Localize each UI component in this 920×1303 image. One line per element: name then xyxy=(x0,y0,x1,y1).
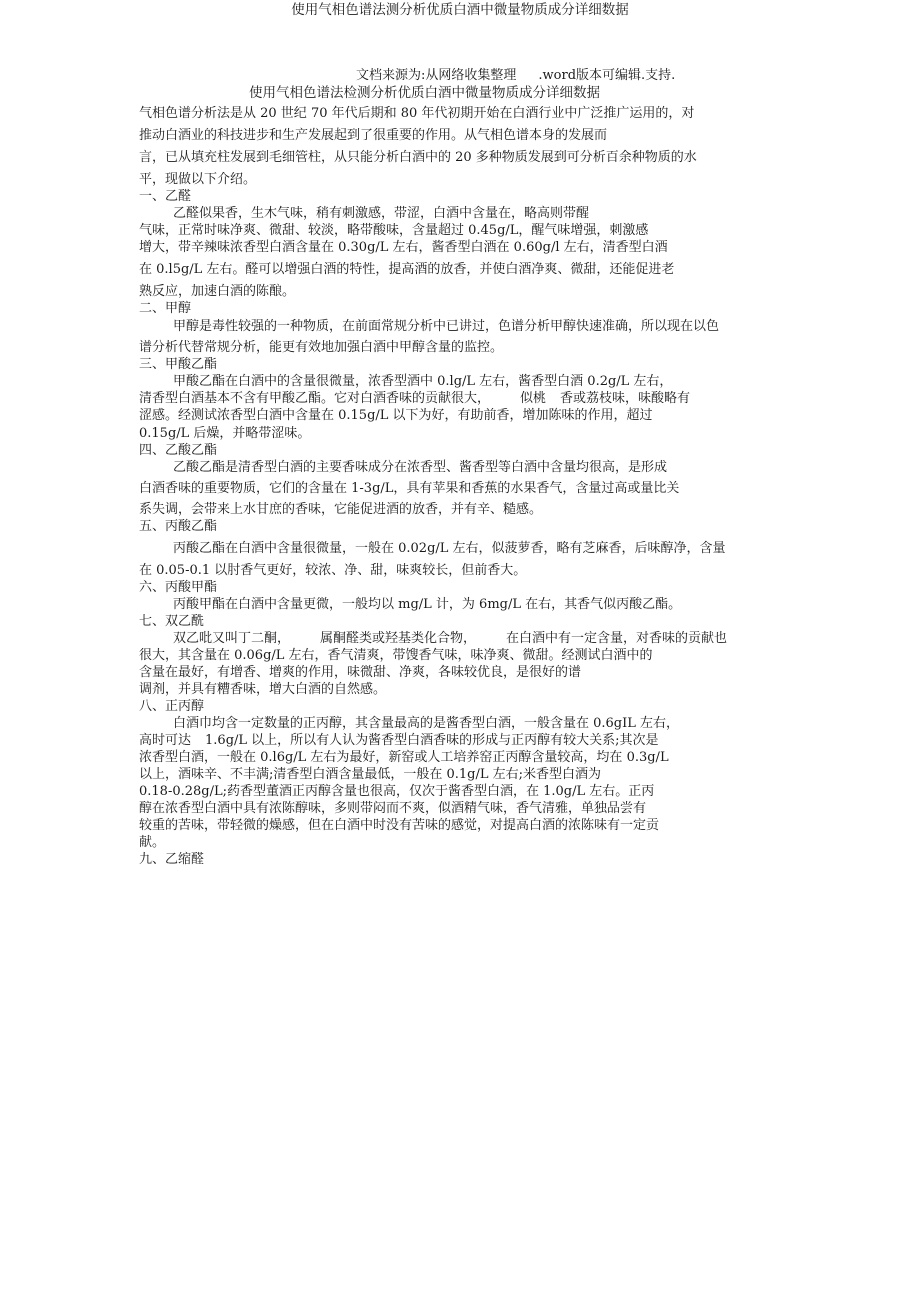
paragraph-line: 丙酸乙酯在白酒中含量很微量，一般在 0.02g/L 左右，似菠萝香，略有芝麻香，后味醇净，含量 xyxy=(173,541,726,556)
paragraph-line: 谱分析代替常规分析，能更有效地加强白酒中甲醇含量的监控。 xyxy=(139,340,504,355)
paragraph-line: 在 0.05-0.1 以肘香气更好，较浓、净、甜，味爽较长，但前香大。 xyxy=(139,563,527,578)
paragraph-line: 白酒巾均含一定数量的正丙醇，其含量最高的是酱香型白酒，一般含量在 0.6gIL 左右， xyxy=(173,716,680,731)
paragraph-line: 系失调，会带来上水甘庶的香味，它能促进酒的放香，并有辛、糙感。 xyxy=(139,502,543,517)
paragraph-line: 乙醛似果香，生木气味，稍有刺激感，带涩，白酒中含量在，略高则带醒 xyxy=(173,206,590,221)
paragraph-line: 气相色谱分析法是从 20 世纪 70 年代后期和 80 年代初期开始在白酒行业中广泛推广运用的，对 xyxy=(139,106,695,121)
paragraph-line: 增大，带辛辣味浓香型白酒含量在 0.30g/L 左右，酱香型白酒在 0.60g/l 左右，清香型白酒 xyxy=(139,240,668,255)
paragraph-line: 气味，正常时味净爽、微甜、较淡，略带酸味，含量超过 0.45g/L，醒气味增强，刺激感 xyxy=(139,223,649,238)
source-note-part1: 文档来源为:从网络收集整理 xyxy=(356,68,517,83)
section-heading: 八、正丙醇 xyxy=(139,699,205,714)
paragraph-line: 很大，其含量在 0.06g/L 左右，香气清爽，带馊香气味，味净爽、微甜。经测试白酒中的 xyxy=(139,648,653,663)
paragraph-line xyxy=(173,631,727,647)
source-note xyxy=(356,68,675,84)
paragraph-line: 醇在浓香型白酒中具有浓陈醇味，多则带闷而不爽，似酒精气味，香气清雅，单独品尝有 xyxy=(139,801,647,816)
paragraph-line xyxy=(139,733,659,749)
paragraph-line xyxy=(139,391,690,407)
paragraph-line: 熟反应，加速白酒的陈酿。 xyxy=(139,284,296,299)
paragraph-line: 白酒香味的重要物质，它们的含量在 1-3g/L，具有苹果和香蕉的水果香气，含量过高或量比关 xyxy=(139,481,680,496)
section-heading: 四、乙酸乙酯 xyxy=(139,443,218,458)
text-segment: 似桃 xyxy=(520,391,547,406)
section-heading: 六、丙酸甲酯 xyxy=(139,580,218,595)
text-segment: 1.6g/L 以上，所以有人认为酱香型白酒香味的形成与正丙醇有较大关系;其次是 xyxy=(205,733,659,748)
document-title: 使用气相色谱法检测分析优质白酒中微量物质成分详细数据 xyxy=(249,85,600,101)
paragraph-line: 言，已从填充柱发展到毛细管柱，从只能分析白酒中的 20 多种物质发展到可分析百余种物质的水 xyxy=(139,150,697,165)
paragraph-line: 平，现做以下介绍。 xyxy=(139,172,257,187)
section-heading: 二、甲醇 xyxy=(139,301,192,316)
text-segment: 在白酒中有一定含量，对香味的贡献也 xyxy=(506,631,728,646)
paragraph-line: 0.18-0.28g/L;药香型董酒正丙醇含量也很高，仅次于酱香型白酒，在 1.0g/L 左右。正丙 xyxy=(139,784,655,799)
paragraph-line: 含量在最好，有增香、增爽的作用，味微甜、净爽，各味较优良，是很好的谱 xyxy=(139,665,582,680)
paragraph-line: 涩感。经测试浓香型白酒中含量在 0.15g/L 以下为好，有助前香，增加陈味的作用，超过 xyxy=(139,408,653,423)
paragraph-line: 较重的苦味，带轻微的燥感，但在白酒中时没有苦味的感觉，对提高白酒的浓陈味有一定贡 xyxy=(139,818,660,833)
paragraph-line: 浓香型白酒，一般在 0.l6g/L 左右为最好，新窑或人工培养窑正丙醇含量较高，均在 0.3g/L xyxy=(139,750,669,765)
section-heading: 七、双乙酰 xyxy=(139,614,205,629)
source-note-part2: .word版本可编辑.支持. xyxy=(538,68,676,83)
section-heading: 五、丙酸乙酯 xyxy=(139,519,218,534)
text-segment: 清香型白酒基本不含有甲酸乙酯。它对白酒香味的贡献很大， xyxy=(139,391,491,406)
paragraph-line: 以上，酒味辛、不丰满;清香型白酒含量最低，一般在 0.1g/L 左右;米香型白酒为 xyxy=(139,767,602,782)
paragraph-line: 丙酸甲酯在白酒中含量更微，一般均以 mg/L 计，为 6mg/L 在右，其香气似丙酸乙酯。 xyxy=(173,597,682,612)
paragraph-line: 甲醇是毒性较强的一种物质，在前面常规分析中已讲过，色谱分析甲醇快速准确，所以现在以色 xyxy=(173,319,720,334)
paragraph-line: 推动白酒业的科技进步和生产发展起到了很重要的作用。从气相色谱本身的发展而 xyxy=(139,128,608,143)
text-segment: 高时可达 xyxy=(139,733,192,748)
running-header: 使用气相色谱法测分析优质白酒中微量物质成分详细数据 xyxy=(291,2,629,18)
text-segment: 双乙吡又叫丁二酮， xyxy=(173,631,291,646)
text-segment: 香或荔枝味，味酸略有 xyxy=(560,391,691,406)
section-heading: 三、甲酸乙酯 xyxy=(139,357,218,372)
text-segment: 属酮醛类或羟基类化合物， xyxy=(320,631,477,646)
section-heading: 一、乙醛 xyxy=(139,189,192,204)
paragraph-line: 甲酸乙酯在白酒中的含量很微量，浓香型酒中 0.lg/L 左右，酱香型白酒 0.2g/L 左右， xyxy=(173,374,673,389)
paragraph-line: 0.15g/L 后燥，并略带涩味。 xyxy=(139,426,311,441)
paragraph-line: 在 0.l5g/L 左右。醛可以增强白酒的特性，提高酒的放香，并使白酒净爽、微甜，还能促进老 xyxy=(139,262,675,277)
paragraph-line: 献。 xyxy=(139,835,166,850)
section-heading: 九、乙缩醛 xyxy=(139,852,205,867)
paragraph-line: 乙酸乙酯是清香型白酒的主要香味成分在浓香型、酱香型等白酒中含量均很高，是形成 xyxy=(173,460,668,475)
paragraph-line: 调剂，并具有糟香味，增大白酒的自然感。 xyxy=(139,682,387,697)
